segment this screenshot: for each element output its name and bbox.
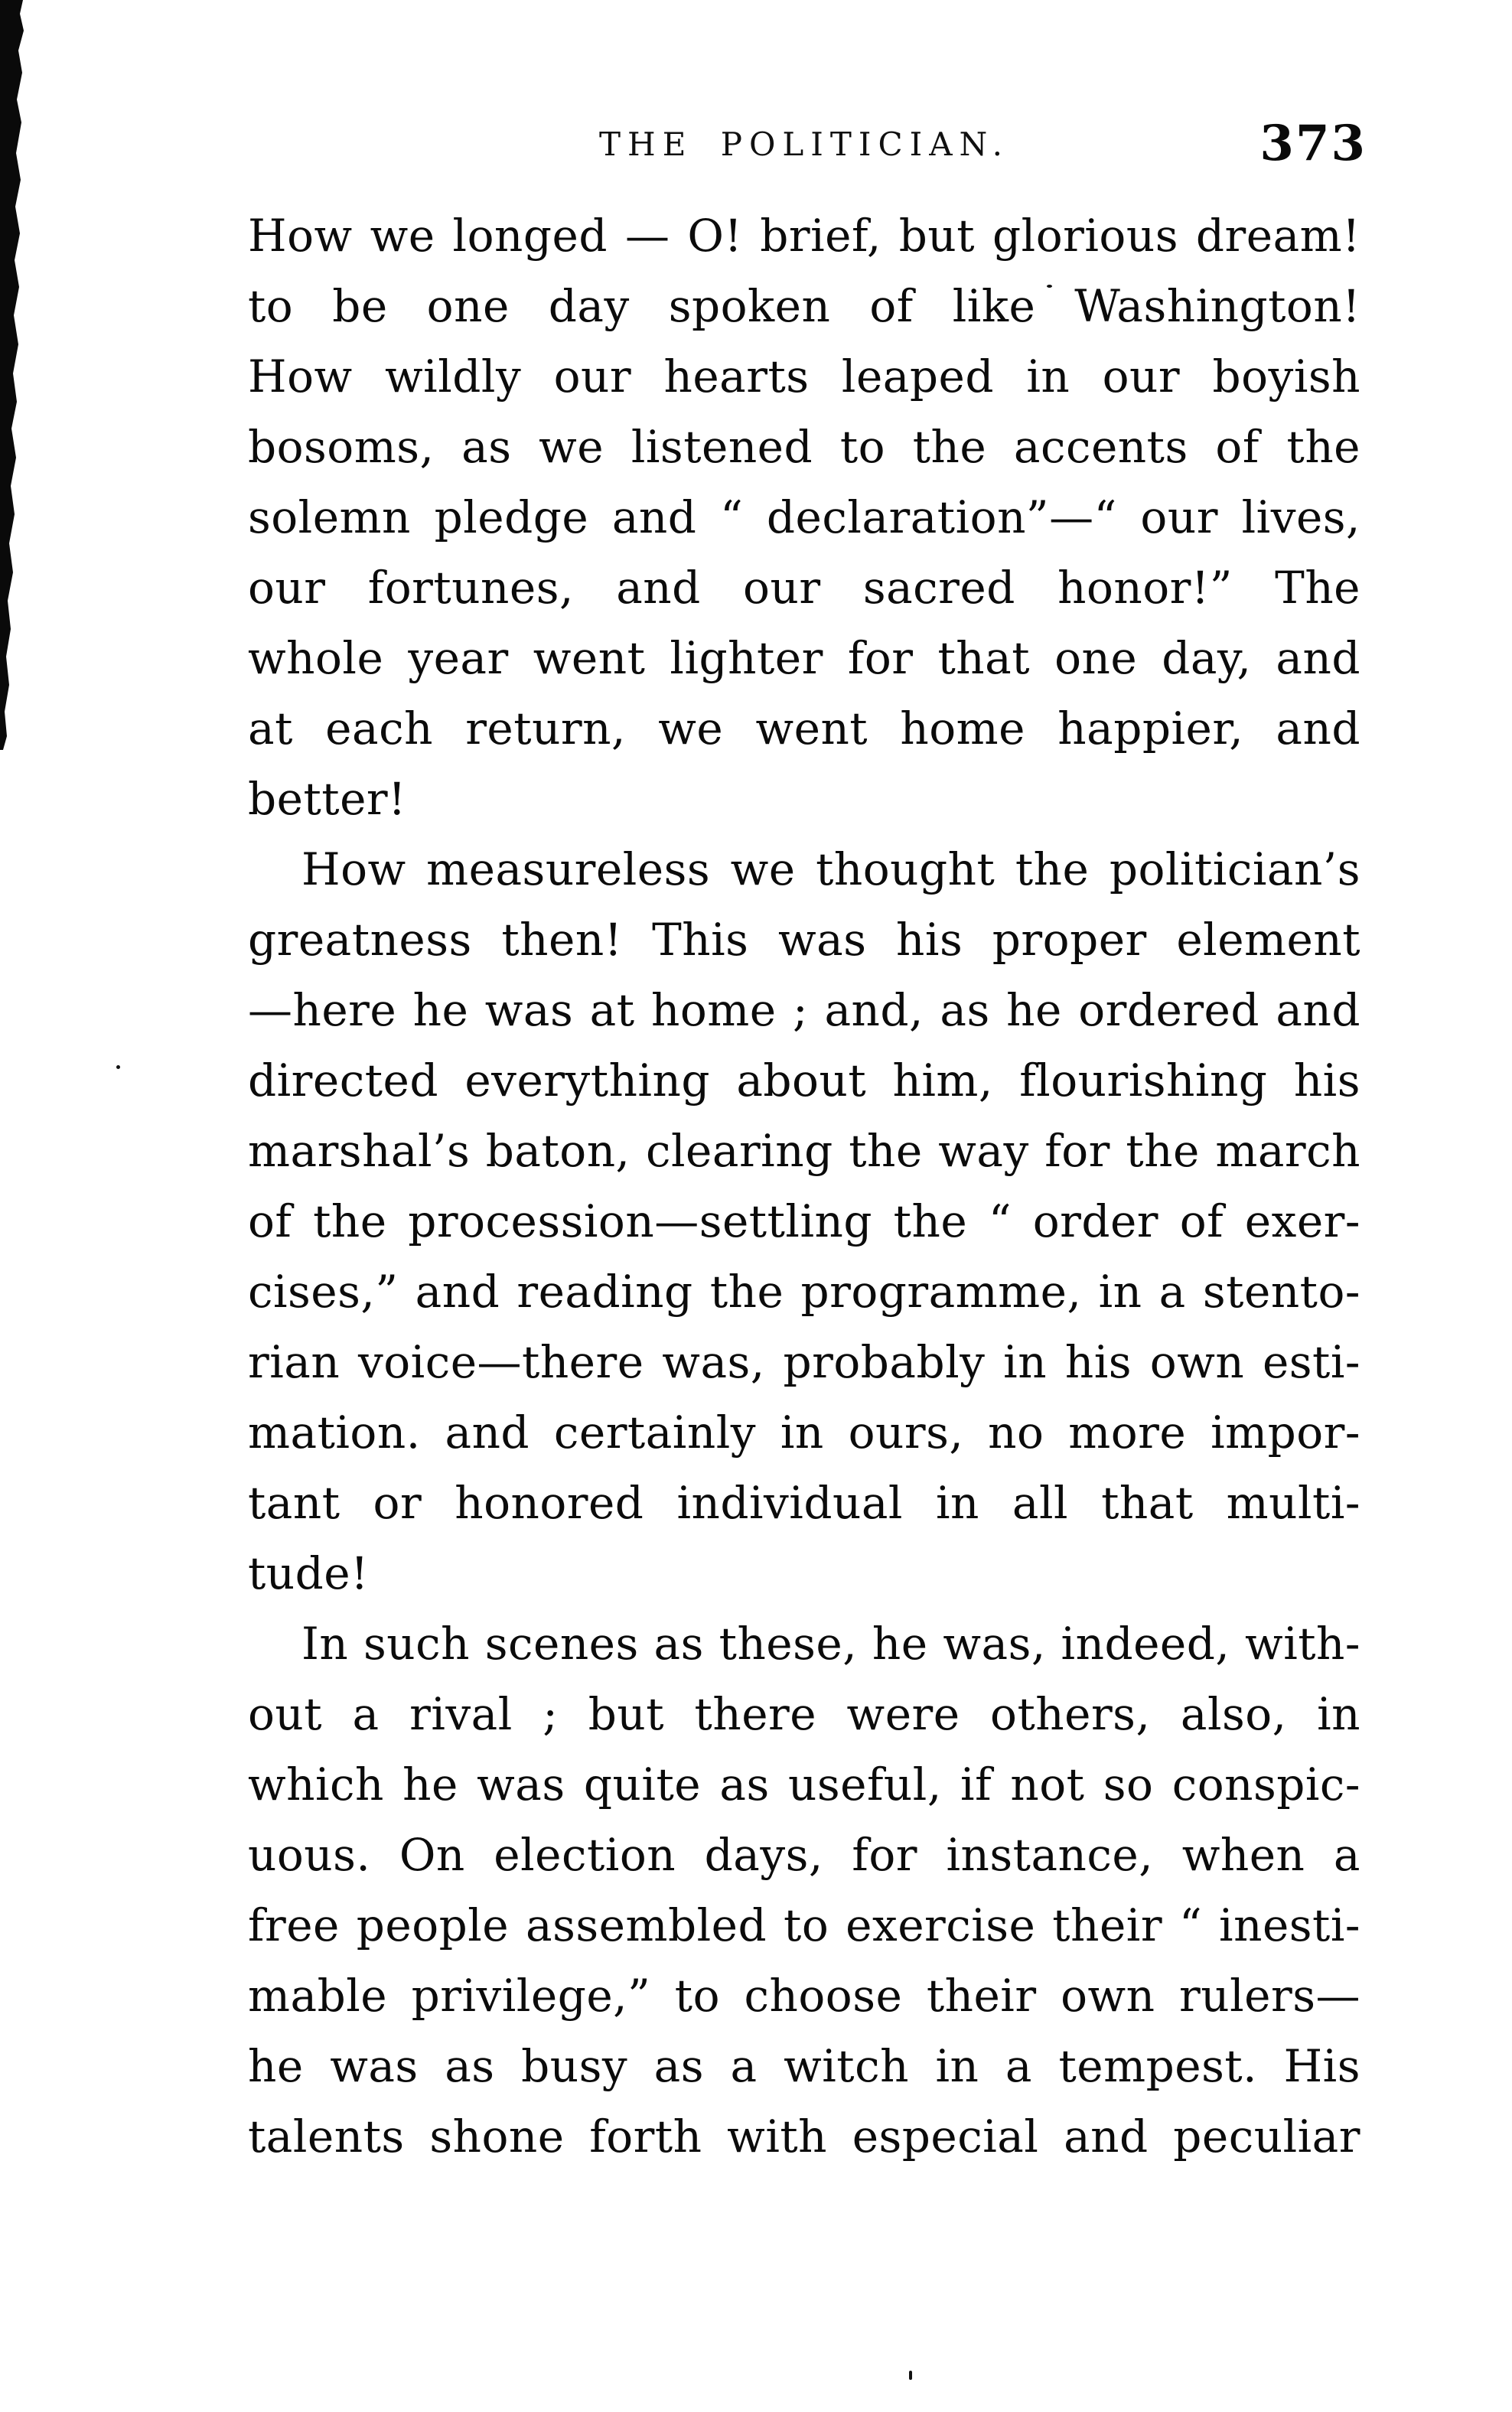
text-line: free people assembled to exercise their “ inesti- (248, 1899, 1360, 1951)
text-line: —here he was at home ; and, as he ordered and (248, 984, 1360, 1036)
text-line: How measureless we thought the politician’s (301, 843, 1360, 895)
text-line: rian voice—there was, probably in his own esti- (248, 1336, 1360, 1388)
scan-speck (116, 1065, 120, 1069)
text-line: tant or honored individual in all that multi- (248, 1477, 1360, 1529)
text-line: directed everything about him, flourishing his (248, 1054, 1360, 1107)
text-line: mable privilege,” to choose their own rulers— (248, 1970, 1360, 2022)
text-line: at each return, we went home happier, and (248, 702, 1360, 755)
text-line: out a rival ; but there were others, also, in (248, 1688, 1360, 1740)
text-line: to be one day spoken of like Washington! (248, 280, 1360, 332)
text-line: tude! (248, 1547, 369, 1599)
text-line: How wildly our hearts leaped in our boyish (248, 350, 1360, 403)
text-line: better! (248, 773, 406, 825)
text-line: marshal’s baton, clearing the way for the march (248, 1125, 1360, 1177)
text-line: mation. and certainly in ours, no more impor- (248, 1406, 1360, 1459)
page-title: THE POLITICIAN. (599, 125, 1009, 163)
page-number: 373 (1259, 115, 1367, 172)
text-line: whole year went lighter for that one day, and (248, 632, 1360, 684)
text-line: In such scenes as these, he was, indeed, with- (301, 1618, 1360, 1670)
text-line: he was as busy as a witch in a tempest. His (248, 2040, 1360, 2092)
text-line: our fortunes, and our sacred honor!” The (248, 562, 1360, 614)
scan-speck (909, 2371, 912, 2380)
running-head (248, 115, 1367, 176)
text-line: How we longed — O! brief, but glorious dream! (248, 210, 1360, 262)
text-line: solemn pledge and “ declaration”—“ our lives, (248, 491, 1360, 543)
binding-shadow-artifact (0, 0, 26, 750)
text-line: cises,” and reading the programme, in a stento- (248, 1266, 1360, 1318)
text-line: talents shone forth with especial and peculiar (248, 2110, 1360, 2163)
page-text (248, 200, 1360, 2172)
text-line: uous. On election days, for instance, when a (248, 1829, 1360, 1881)
text-line: greatness then! This was his proper element (248, 914, 1360, 966)
text-line: which he was quite as useful, if not so conspic- (248, 1758, 1360, 1811)
text-line: of the procession—settling the “ order of exer- (248, 1195, 1360, 1247)
text-line: bosoms, as we listened to the accents of the (248, 421, 1360, 473)
